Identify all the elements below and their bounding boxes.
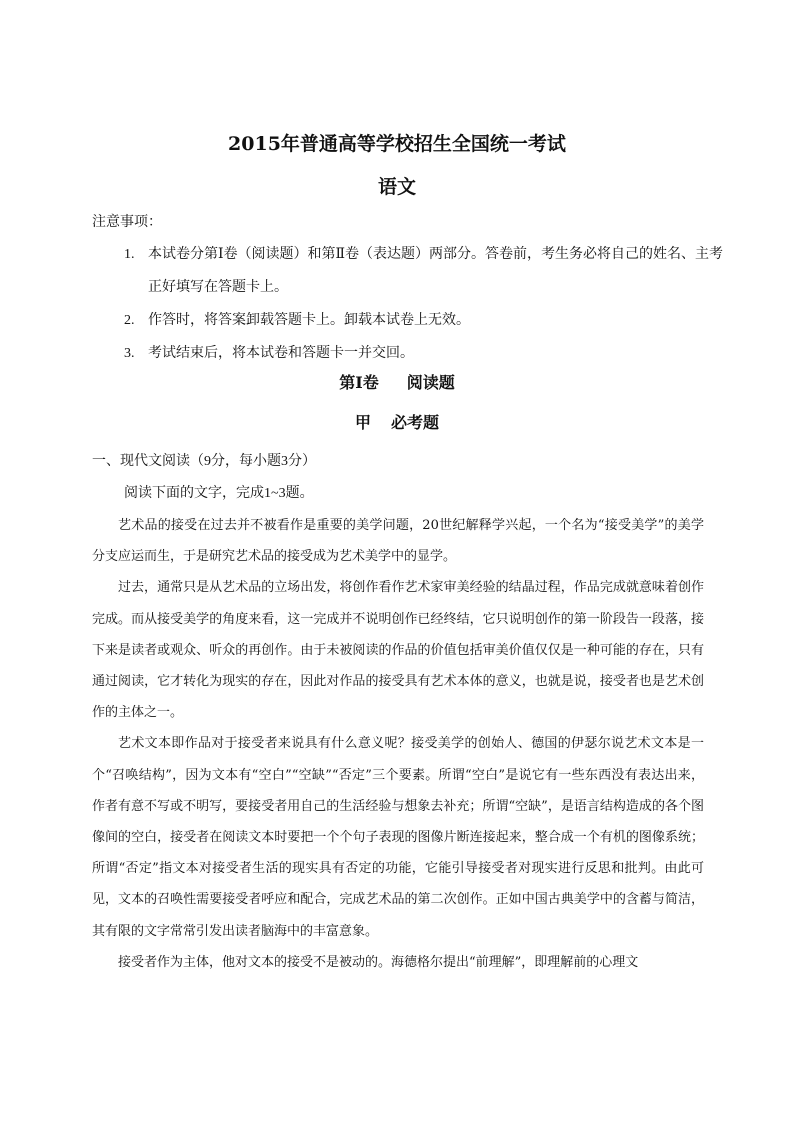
exam-subject: 语文 bbox=[377, 176, 416, 198]
notice-item-text: 作答时，将答案卸载答题卡上。卸载本试卷上无效。 bbox=[148, 313, 470, 328]
section-name: 必考题 bbox=[391, 413, 440, 432]
section-heading bbox=[0, 410, 794, 433]
volume-label: 第Ⅰ卷 bbox=[339, 373, 379, 392]
notice-item bbox=[124, 337, 724, 370]
passage-paragraph: 过去，通常只是从艺术品的立场出发，将创作看作艺术家审美经验的结晶过程，作品完成就意味着创作完成。而从接受美学的角度来看，这一完成并不说明创作已经终结，它只说明创作的第一阶段告一段落，接下来是读者或观众、听众的再创作。由于未被阅读的作品的价值包括审美价值仅仅是一种可能的存在，只有通过阅读，它才转化为现实的存在，因此对作品的接受具有艺术本体的意义，也就是说，接受者也是艺术创作的主体之一。 bbox=[92, 580, 704, 721]
reading-passage bbox=[92, 510, 704, 978]
volume-name: 阅读题 bbox=[406, 373, 455, 392]
question-instruction: 阅读下面的文字，完成1~3题。 bbox=[124, 486, 314, 501]
notice-item-text: 本试卷分第Ⅰ卷（阅读题）和第Ⅱ卷（表达题）两部分。答卷前，考生务必将自己的姓名、主考正好填写在答题卡上。 bbox=[148, 247, 724, 295]
question-heading: 一、现代文阅读（9分，每小题3分） bbox=[92, 454, 316, 469]
notice-item-number: 3. bbox=[124, 346, 135, 361]
notice-list bbox=[124, 238, 724, 370]
passage-paragraph: 艺术品的接受在过去并不被看作是重要的美学问题，20世纪解释学兴起，一个名为“接受美学”的美学分支应运而生，于是研究艺术品的接受成为艺术美学中的显学。 bbox=[92, 518, 704, 565]
notice-item-number: 2. bbox=[124, 313, 135, 328]
exam-title: 2015年普通高等学校招生全国统一考试 bbox=[228, 133, 566, 155]
passage-paragraph: 艺术文本即作品对于接受者来说具有什么意义呢？接受美学的创始人、德国的伊瑟尔说艺术文本是一个“召唤结构”，因为文本有“空白”“空缺”“否定”三个要素。所谓“空白”是说它有一些东西没有表达出来，作者有意不写或不明写，要接受者用自己的生活经验与想象去补充；所谓“空缺”，是语言结构造成的各个图像间的空白，接受者在阅读文本时要把一个个句子表现的图像片断连接起来，整合成一个有机的图像系统；所谓“否定”指文本对接受者生活的现实具有否定的功能，它能引导接受者对现实进行反思和批判。由此可见，文本的召唤性需要接受者呼应和配合，完成艺术品的第二次创作。正如中国古典美学中的含蓄与简洁，其有限的文字常常引发出读者脑海中的丰富意象。 bbox=[92, 736, 704, 939]
notice-item-number: 1. bbox=[124, 247, 135, 262]
passage-paragraph: 接受者作为主体，他对文本的接受不是被动的。海德格尔提出“前理解”，即理解前的心理文 bbox=[118, 954, 639, 970]
notice-item-text: 考试结束后，将本试卷和答题卡一并交回。 bbox=[148, 346, 414, 361]
notice-item bbox=[124, 304, 724, 337]
notice-heading: 注意事项： bbox=[92, 215, 162, 230]
volume-heading bbox=[0, 370, 794, 393]
section-label: 甲 bbox=[354, 413, 371, 432]
notice-item bbox=[124, 238, 724, 304]
